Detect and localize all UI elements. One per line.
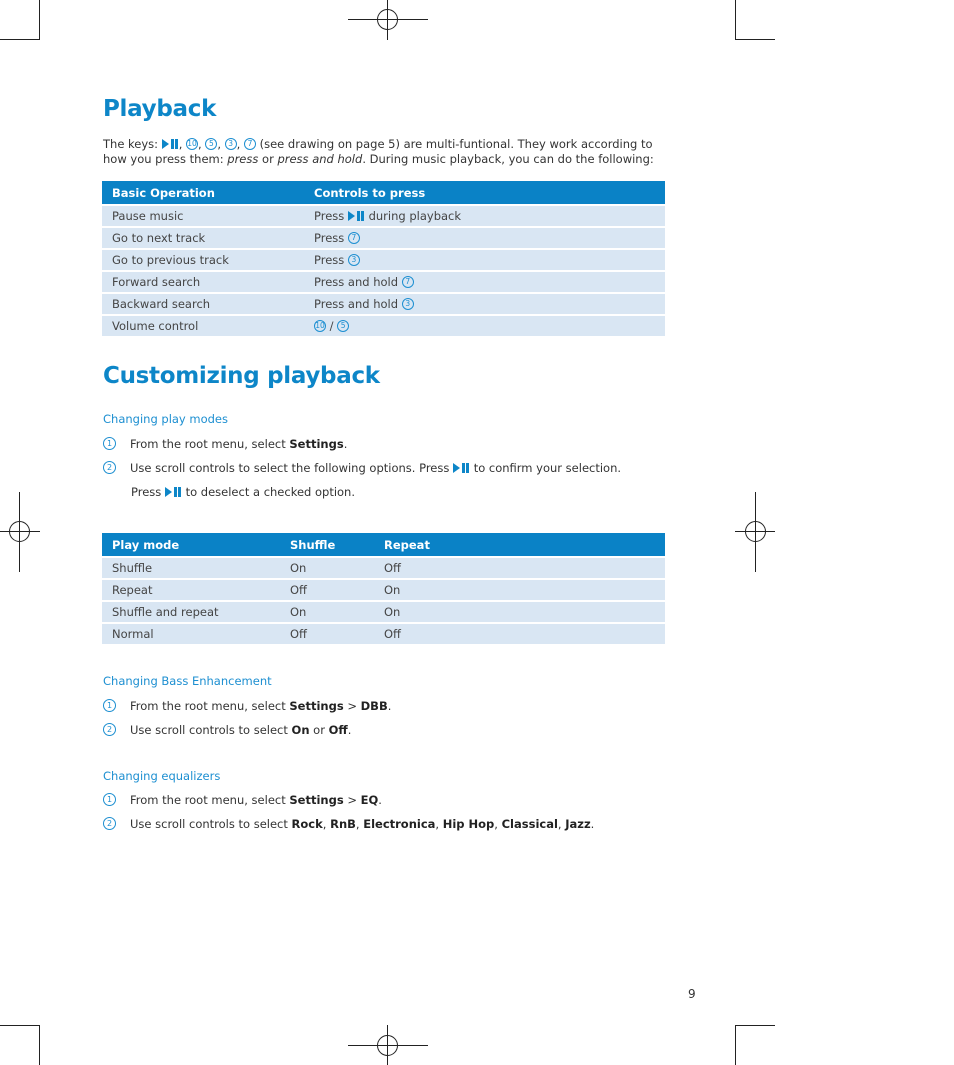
control-pre: Press xyxy=(314,209,345,223)
operation-cell: Go to next track xyxy=(102,227,304,249)
control-cell xyxy=(304,205,665,227)
step-text: From the root menu, select xyxy=(130,793,286,807)
control-post: during playback xyxy=(368,209,462,223)
mode-cell: Normal xyxy=(102,623,280,644)
step-number-icon: 1 xyxy=(103,793,116,806)
intro-press-hold: press and hold xyxy=(277,152,363,166)
eq-option: Rock xyxy=(291,817,323,831)
table-row xyxy=(102,205,665,227)
header-shuffle: Shuffle xyxy=(280,533,374,557)
step-text: Use scroll controls to select xyxy=(130,817,288,831)
table-header-row xyxy=(102,533,665,557)
control-cell xyxy=(304,249,665,271)
repeat-cell: Off xyxy=(374,557,665,579)
control-cell xyxy=(304,271,665,293)
eq-step-1 xyxy=(103,793,382,807)
table-row xyxy=(102,557,665,579)
crop-mark-bottom-left-h xyxy=(0,1025,40,1026)
intro-press: press xyxy=(227,152,259,166)
step-or: or xyxy=(313,723,325,737)
play-modes-step-2-line2 xyxy=(131,485,355,499)
intro-line1-suffix: (see drawing on page 5) are multi-funtional. They work according to xyxy=(259,137,653,151)
playback-heading: Playback xyxy=(103,96,217,122)
bass-enhancement-subheading: Changing Bass Enhancement xyxy=(103,674,272,688)
key-7-icon: 7 xyxy=(348,232,360,244)
mode-cell: Shuffle and repeat xyxy=(102,601,280,623)
step-number-icon: 2 xyxy=(103,817,116,830)
comma: , xyxy=(355,817,360,831)
header-play-mode: Play mode xyxy=(102,533,280,557)
play-pause-icon xyxy=(348,211,365,221)
eq-option: RnB xyxy=(330,817,356,831)
crop-mark-bottom-right-v xyxy=(735,1025,736,1065)
operation-cell: Go to previous track xyxy=(102,249,304,271)
step-text: Use scroll controls to select xyxy=(130,723,288,737)
step-end: . xyxy=(378,793,382,807)
step-bold: Settings xyxy=(289,699,344,713)
table-header-row xyxy=(102,181,665,205)
key-5-icon: 5 xyxy=(205,138,217,150)
play-pause-icon xyxy=(165,487,182,497)
key-7-icon: 7 xyxy=(244,138,256,150)
eq-step-2 xyxy=(103,817,594,831)
bass-step-2 xyxy=(103,723,351,737)
control-pre: Press and hold xyxy=(314,275,399,289)
comma: , xyxy=(322,817,327,831)
table-row xyxy=(102,601,665,623)
customizing-playback-heading: Customizing playback xyxy=(103,363,380,389)
table-row xyxy=(102,249,665,271)
step-end: . xyxy=(347,723,352,737)
shuffle-cell: On xyxy=(280,601,374,623)
control-separator: / xyxy=(329,319,334,333)
comma: , xyxy=(557,817,562,831)
header-repeat: Repeat xyxy=(374,533,665,557)
play-mode-table xyxy=(102,533,665,644)
table-row xyxy=(102,271,665,293)
step-end: to confirm your selection. xyxy=(473,461,622,475)
intro-paragraph: The keys: , 10, 5 , 3 , 7 (see drawing on page 5) are multi-funtional. They work according to how you press them: press or press and hold. During music playback, you can do the following: xyxy=(103,137,654,166)
step-number-icon: 1 xyxy=(103,437,116,450)
table-row xyxy=(102,623,665,644)
control-cell xyxy=(304,227,665,249)
eq-option: Hip Hop xyxy=(442,817,495,831)
comma: , xyxy=(435,817,440,831)
intro-keys-prefix: The keys: xyxy=(103,137,159,151)
crop-mark-bottom-right-h xyxy=(735,1025,775,1026)
bass-step-1 xyxy=(103,699,391,713)
table-row xyxy=(102,579,665,601)
crop-mark-top-left-v xyxy=(39,0,40,40)
table-row xyxy=(102,227,665,249)
key-5-icon: 5 xyxy=(337,320,349,332)
step-number-icon: 1 xyxy=(103,699,116,712)
eq-option: Jazz xyxy=(565,817,591,831)
step-bold: On xyxy=(291,723,310,737)
operation-cell: Backward search xyxy=(102,293,304,315)
step-end: . xyxy=(343,437,348,451)
play-modes-subheading: Changing play modes xyxy=(103,412,229,426)
control-pre: Press xyxy=(314,231,345,245)
mode-cell: Repeat xyxy=(102,579,280,601)
crop-mark-top-right-v xyxy=(735,0,736,40)
intro-line2-b: . During music playback, you can do the following: xyxy=(362,152,654,166)
step-text: Press xyxy=(131,485,162,499)
header-basic-operation: Basic Operation xyxy=(102,181,304,205)
key-10-icon: 10 xyxy=(187,138,197,148)
repeat-cell: Off xyxy=(374,623,665,644)
step-separator: > xyxy=(347,793,357,807)
step-number-icon: 2 xyxy=(103,461,116,474)
table-row xyxy=(102,293,665,315)
step-text: From the root menu, select xyxy=(130,699,286,713)
step-bold: EQ xyxy=(360,793,379,807)
table-row xyxy=(102,315,665,336)
eq-option: Classical xyxy=(501,817,558,831)
step-end: . xyxy=(590,817,595,831)
shuffle-cell: Off xyxy=(280,579,374,601)
intro-line2-a: how you press them: xyxy=(103,152,224,166)
shuffle-cell: On xyxy=(280,557,374,579)
operation-cell: Volume control xyxy=(102,315,304,336)
step-text: Use scroll controls to select the following options. Press xyxy=(130,461,450,475)
step-bold: Settings xyxy=(289,437,344,451)
repeat-cell: On xyxy=(374,601,665,623)
play-pause-icon xyxy=(162,139,179,149)
eq-option: Electronica xyxy=(363,817,436,831)
page-number: 9 xyxy=(688,987,696,1001)
play-modes-step-2 xyxy=(103,461,621,475)
crop-mark-top-right-h xyxy=(735,39,775,40)
control-cell xyxy=(304,315,665,336)
crop-mark-bottom-left-v xyxy=(39,1025,40,1065)
header-controls-to-press: Controls to press xyxy=(304,181,665,205)
key-3-icon: 3 xyxy=(225,138,237,150)
step-bold: Settings xyxy=(289,793,344,807)
crop-mark-top-left-h xyxy=(0,39,40,40)
control-pre: Press xyxy=(314,253,345,267)
key-10-icon: 10 xyxy=(315,320,325,330)
step-end: to deselect a checked option. xyxy=(185,485,356,499)
control-pre: Press and hold xyxy=(314,297,399,311)
mode-cell: Shuffle xyxy=(102,557,280,579)
intro-or: or xyxy=(262,152,274,166)
step-end: . xyxy=(387,699,392,713)
play-modes-step-1 xyxy=(103,437,347,451)
operation-cell: Pause music xyxy=(102,205,304,227)
control-cell xyxy=(304,293,665,315)
step-text: From the root menu, select xyxy=(130,437,286,451)
key-3-icon: 3 xyxy=(348,254,360,266)
play-pause-icon xyxy=(453,463,470,473)
comma: , xyxy=(494,817,498,831)
shuffle-cell: Off xyxy=(280,623,374,644)
repeat-cell: On xyxy=(374,579,665,601)
step-bold: Off xyxy=(328,723,348,737)
key-3-icon: 3 xyxy=(402,298,414,310)
step-number-icon: 2 xyxy=(103,723,116,736)
step-separator: > xyxy=(347,699,357,713)
operation-cell: Forward search xyxy=(102,271,304,293)
basic-operations-table xyxy=(102,181,665,336)
key-7-icon: 7 xyxy=(402,276,414,288)
equalizers-subheading: Changing equalizers xyxy=(103,769,221,783)
step-bold: DBB xyxy=(360,699,388,713)
